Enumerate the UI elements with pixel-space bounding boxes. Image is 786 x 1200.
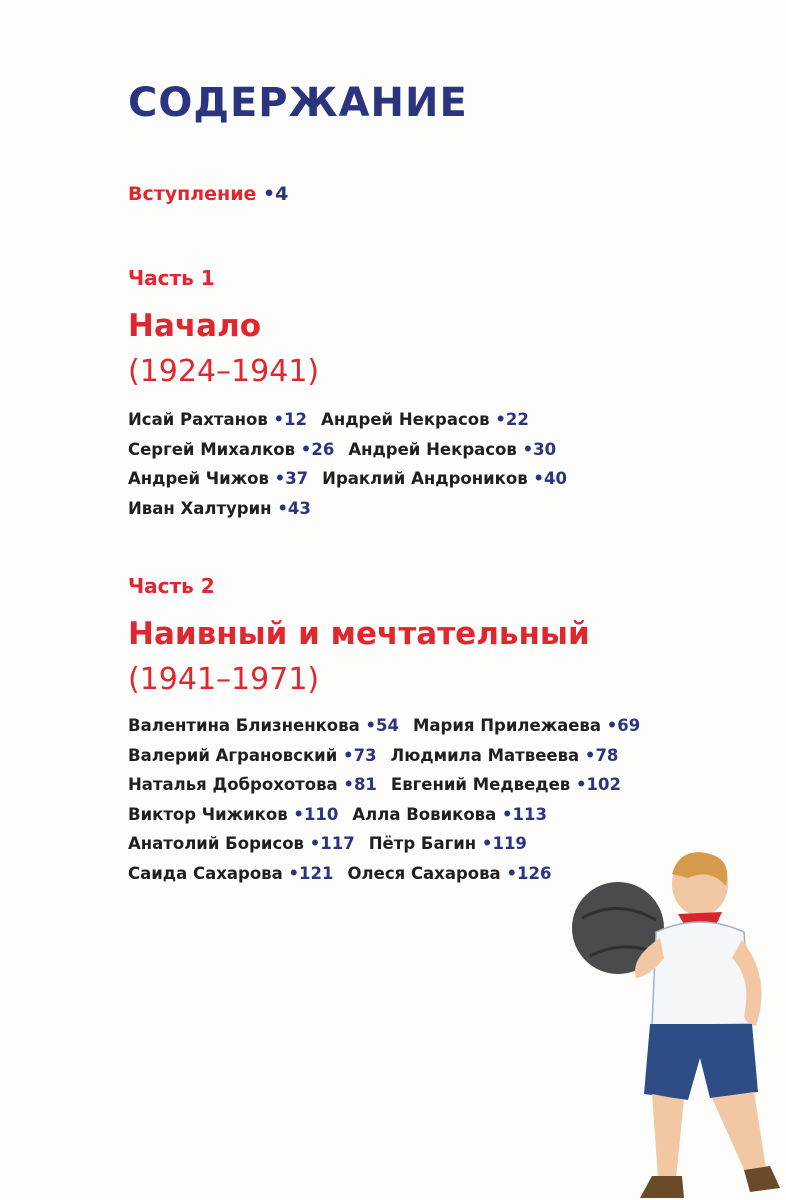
entry-author: Сергей Михалков [128,439,296,459]
contents-entry [128,746,377,765]
contents-entry [128,775,377,794]
contents-entry [413,716,640,735]
entry-author: Евгений Медведев [390,775,571,794]
contents-line [128,775,654,805]
intro-label: Вступление [128,183,257,205]
entry-page-number: •117 [309,834,355,853]
contents-entry [348,440,556,459]
entry-author: Андрей Некрасов [321,410,490,429]
contents-entry [128,440,334,459]
entry-author: Иван Халтурин [128,498,272,518]
part-1-entries [128,410,581,528]
contents-entry [128,410,307,429]
contents-entry [128,469,308,488]
entry-page-number: •26 [300,439,335,459]
entry-author: Валентина Близненкова [128,716,360,735]
contents-entry [128,716,399,735]
part-2-years: (1941–1971) [128,662,320,697]
contents-line [128,410,581,440]
entry-page-number: •69 [606,716,641,735]
entry-page-number: •30 [522,439,557,459]
contents-entry [128,834,355,853]
entry-author: Виктор Чижиков [128,804,288,824]
entry-author: Исай Рахтанов [128,410,268,429]
entry-page-number: •121 [288,863,334,883]
contents-entry [128,499,311,518]
contents-line [128,716,654,746]
part-2-title: Наивный и мечтательный [128,616,590,652]
entry-page-number: •78 [584,745,619,765]
contents-line [128,805,654,835]
contents-entry [391,775,621,794]
intro-page: •4 [263,183,289,205]
contents-entry [348,864,552,883]
contents-entry [128,805,338,824]
contents-line [128,499,581,529]
entry-page-number: •113 [502,804,547,824]
part-1-title: Начало [128,308,262,344]
entry-page-number: •126 [506,863,552,883]
entry-page-number: •12 [273,410,308,429]
entry-page-number: •102 [576,775,621,794]
entry-page-number: •119 [481,834,527,853]
entry-author: Андрей Некрасов [348,439,517,459]
entry-page-number: •37 [274,469,309,488]
entry-page-number: •54 [365,716,399,735]
contents-title: СОДЕРЖАНИЕ [128,80,468,126]
entry-author: Ираклий Андроников [322,469,528,488]
entry-author: Пётр Багин [368,834,477,853]
contents-entry [352,805,547,824]
entry-author: Валерий Аграновский [128,745,338,765]
entry-author: Людмила Матвеева [390,745,580,765]
entry-author: Мария Прилежаева [412,716,602,735]
contents-line [128,440,581,470]
contents-entry [128,864,334,883]
contents-entry [322,469,567,488]
part-1-years: (1924–1941) [128,354,320,389]
entry-page-number: •43 [277,498,311,518]
entry-author: Олеся Сахарова [347,863,501,883]
contents-line [128,469,581,499]
entry-author: Андрей Чижов [128,469,269,488]
entry-author: Алла Вовикова [352,804,497,824]
entry-page-number: •73 [343,745,377,765]
entry-page-number: •110 [293,804,339,824]
part-1-label: Часть 1 [128,266,215,290]
contents-entry [369,834,527,853]
boy-with-ball-illustration [560,848,786,1200]
entry-author: Анатолий Борисов [128,834,304,853]
contents-line [128,746,654,776]
entry-author: Наталья Доброхотова [128,775,338,794]
intro-entry [128,183,288,205]
contents-entry [321,410,529,429]
contents-entry [391,746,619,765]
entry-page-number: •22 [495,410,529,429]
entry-page-number: •40 [533,469,567,488]
entry-author: Саида Сахарова [128,863,283,883]
entry-page-number: •81 [343,775,377,794]
part-2-label: Часть 2 [128,574,215,598]
